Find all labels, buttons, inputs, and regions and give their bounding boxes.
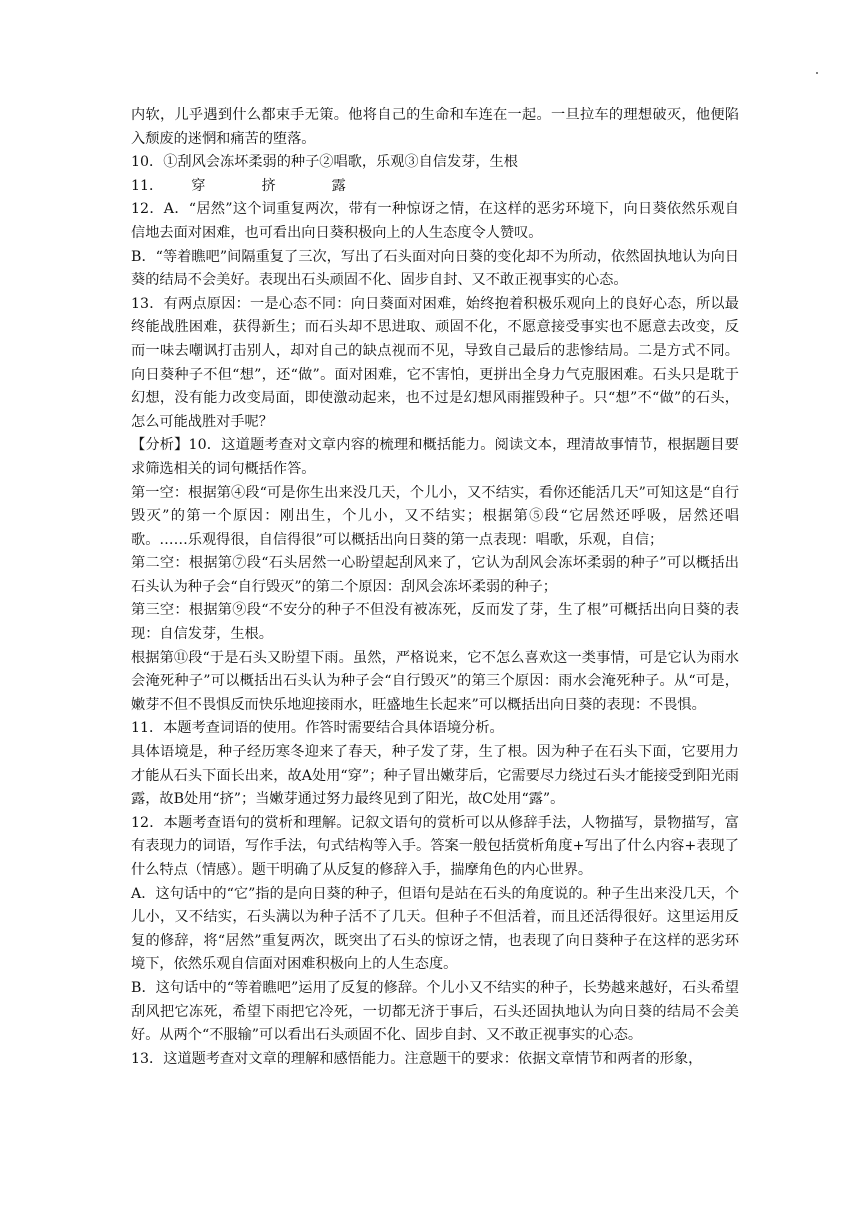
analysis-10: 【分析】10．这道题考查对文章内容的梳理和概括能力。阅读文本，理清故事情节，根据题目要求筛选相关的词句概括作答。 <box>131 437 739 477</box>
answer-11-c: 露 <box>331 177 346 194</box>
analysis-11-context: 具体语境是，种子经历寒冬迎来了春天，种子发了芽，生了根。因为种子在石头下面，它要用力才能从石头下面长出来，故A处用“穿”；种子冒出嫩芽后，它需要尽力绕过石头才能接受到阳光雨露，故B处用“挤”；当嫩芽通过努力最终见到了阳光，故C处用“露”。 <box>131 744 739 808</box>
answer-12a: 12．A．“居然”这个词重复两次，带有一种惊讶之情，在这样的恶劣环境下，向日葵依然乐观自信地去面对困难，也可看出向日葵积极向上的人生态度令人赞叹。 <box>131 201 739 241</box>
paragraph-intro: 内软，儿乎遇到什么都束手无策。他将自己的生命和车连在一起。一旦拉车的理想破灭，他便陷入颓废的迷惘和痛苦的堕落。 <box>131 107 739 147</box>
analysis-13: 13．这道题考查对文章的理解和感悟能力。注意题干的要求：依据文章情节和两者的形象， <box>131 1050 703 1067</box>
answer-13: 13．有两点原因：一是心态不同：向日葵面对困难，始终抱着积极乐观向上的良好心态，所以最终能战胜困难，获得新生；而石头却不思进取、顽固不化，不愿意接受事实也不愿意去改变，反而一味去嘲讽打击别人，却对自己的缺点视而不见，导致自己最后的悲惨结局。二是方式不同。向日葵种子不但“想”，还“做”。面对困难，它不害怕，更拼出全身力气克服困难。石头只是耽于幻想，没有能力改变局面，即使激动起来，也不过是幻想风雨摧毁种子。只“想”不“做”的石头，怎么可能战胜对手呢？ <box>131 295 739 430</box>
document-page <box>131 104 739 1071</box>
answer-11-a: 穿 <box>191 177 206 194</box>
analysis-10-para-11: 根据第⑪段“于是石头又盼望下雨。虽然，严格说来，它不怎么喜欢这一类事情，可是它认为雨水会淹死种子”可以概括出石头认为种子会“自行毁灭”的第三个原因：雨水会淹死种子。从“可是，嫩芽不但不畏惧反而快乐地迎接雨水，旺盛地生长起来”可以概括出向日葵的表现：不畏惧。 <box>131 649 739 713</box>
answer-11-number: 11． <box>131 177 164 194</box>
analysis-10-blank-2: 第二空：根据第⑦段“石头居然一心盼望起刮风来了，它认为刮风会冻坏柔弱的种子”可以概括出石头认为种子会“自行毁灭”的第二个原因：刮风会冻坏柔弱的种子； <box>131 555 739 595</box>
analysis-12b: B．这句话中的“等着瞧吧”运用了反复的修辞。个儿小又不结实的种子，长势越来越好，石头希望刮风把它冻死，希望下雨把它冷死，一切都无济于事后，石头还固执地认为向日葵的结局不会美好。从两个“不服输”可以看出石头顽固不化、固步自封、又不敢正视事实的心态。 <box>131 979 739 1044</box>
page-corner-mark <box>816 72 818 74</box>
analysis-10-blank-1: 第一空：根据第④段“可是你生出来没几天，个儿小，又不结实，看你还能活几天”可知这是“自行毁灭”的第一个原因：刚出生，个儿小，又不结实；根据第⑤段“它居然还呼吸，居然还唱歌。……乐观得很，自信得很”可以概括出向日葵的第一点表现：唱歌，乐观，自信； <box>131 484 739 548</box>
answer-11 <box>131 175 739 199</box>
analysis-11: 11．本题考查词语的使用。作答时需要结合具体语境分析。 <box>131 720 504 737</box>
answer-11-b: 挤 <box>261 177 276 194</box>
analysis-12: 12．本题考查语句的赏析和理解。记叙文语句的赏析可以从修辞手法，人物描写，景物描写，富有表现力的词语，写作手法，句式结构等入手。答案一般包括赏析角度+写出了什么内容+表现了什么特点（情感）。题干明确了从反复的修辞入手，揣摩角色的内心世界。 <box>131 814 739 878</box>
answer-12b: B．“等着瞧吧”间隔重复了三次，写出了石头面对向日葵的变化却不为所动，依然固执地认为向日葵的结局不会美好。表现出石头顽固不化、固步自封、又不敢正视事实的心态。 <box>131 248 739 289</box>
analysis-10-blank-3: 第三空：根据第⑨段“不安分的种子不但没有被冻死，反而发了芽，生了根”可概括出向日葵的表现：自信发芽，生根。 <box>131 602 739 643</box>
answer-10: 10．①刮风会冻坏柔弱的种子②唱歌，乐观③自信发芽，生根 <box>131 154 518 171</box>
analysis-12a: A．这句话中的“它”指的是向日葵的种子，但语句是站在石头的角度说的。种子生出来没几天，个儿小，又不结实，石头满以为种子活不了几天。但种子不但活着，而且还活得很好。这里运用反复的修辞，将“居然”重复两次，既突出了石头的惊讶之情，也表现了向日葵种子在这样的恶劣环境下，依然乐观自信面对困难积极向上的人生态度。 <box>131 885 739 973</box>
